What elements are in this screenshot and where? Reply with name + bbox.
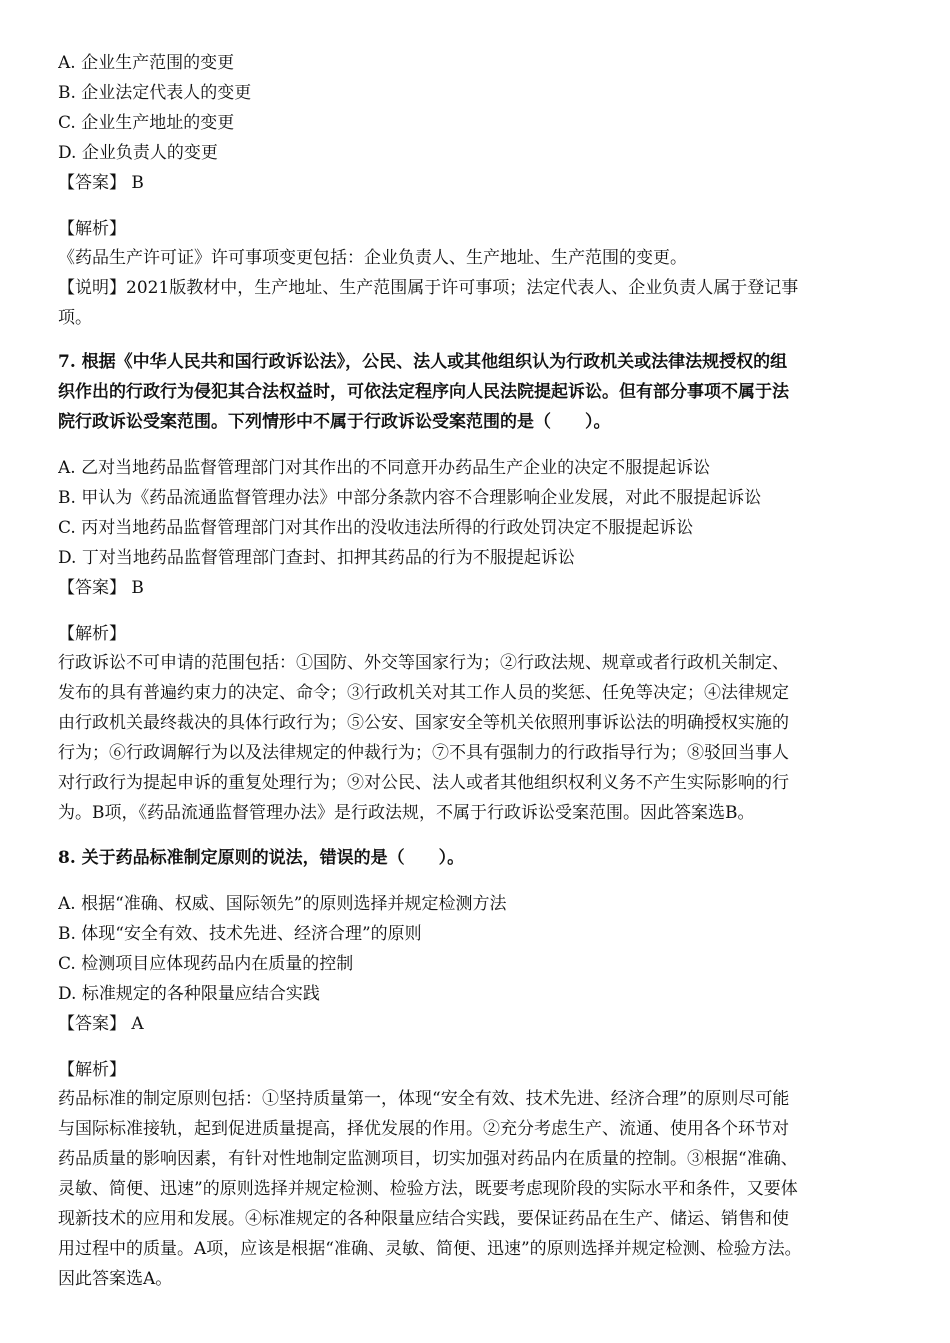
q7-analysis-line: 发布的具有普遍约束力的决定、命令；③行政机关对其工作人员的奖惩、任免等决定；④法律规定 <box>58 683 789 703</box>
q7-option-a: A. 乙对当地药品监督管理部门对其作出的不同意开办药品生产企业的决定不服提起诉讼 <box>58 458 711 478</box>
q7-analysis-line: 行为；⑥行政调解行为以及法律规定的仲裁行为；⑦不具有强制力的行政指导行为；⑧驳回当事人 <box>58 743 789 763</box>
q8-analysis-line: 因此答案选A。 <box>58 1269 173 1289</box>
q8-stem-line: 8. 关于药品标准制定原则的说法，错误的是（ ）。 <box>58 848 465 868</box>
q7-option-d: D. 丁对当地药品监督管理部门查封、扣押其药品的行为不服提起诉讼 <box>58 548 575 568</box>
prev-analysis-line: 【说明】2021版教材中，生产地址、生产范围属于许可事项；法定代表人、企业负责人属于登记事 <box>58 278 799 298</box>
q7-analysis-header: 【解析】 <box>58 624 126 644</box>
q7-stem-line: 织作出的行政行为侵犯其合法权益时，可依法定程序向人民法院提起诉讼。但有部分事项不属于法 <box>58 382 789 402</box>
prev-analysis-line: 项。 <box>58 308 92 328</box>
q8-option-d: D. 标准规定的各种限量应结合实践 <box>58 984 320 1004</box>
q8-analysis-line: 药品标准的制定原则包括：①坚持质量第一，体现“安全有效、技术先进、经济合理”的原则尽可能 <box>58 1089 790 1109</box>
prev-option-c: C. 企业生产地址的变更 <box>58 113 235 133</box>
q8-option-c: C. 检测项目应体现药品内在质量的控制 <box>58 954 354 974</box>
q7-answer: 【答案】 B <box>58 578 144 598</box>
q8-analysis-line: 灵敏、简便、迅速”的原则选择并规定检测、检验方法，既要考虑现阶段的实际水平和条件，又要体 <box>58 1179 798 1199</box>
prev-option-d: D. 企业负责人的变更 <box>58 143 218 163</box>
prev-option-a: A. 企业生产范围的变更 <box>58 53 235 73</box>
q7-analysis-line: 为。B项，《药品流通监督管理办法》是行政法规，不属于行政诉讼受案范围。因此答案选B。 <box>58 803 755 823</box>
q7-analysis-line: 对行政行为提起申诉的重复处理行为；⑨对公民、法人或者其他组织权利义务不产生实际影响的行 <box>58 773 789 793</box>
prev-analysis-header: 【解析】 <box>58 219 126 239</box>
q7-option-b: B. 甲认为《药品流通监督管理办法》中部分条款内容不合理影响企业发展，对此不服提起诉讼 <box>58 488 762 508</box>
prev-analysis-line: 《药品生产许可证》许可事项变更包括：企业负责人、生产地址、生产范围的变更。 <box>58 248 687 268</box>
q8-answer: 【答案】 A <box>58 1014 144 1034</box>
q8-analysis-line: 用过程中的质量。A项，应该是根据“准确、灵敏、简便、迅速”的原则选择并规定检测、检验方法。 <box>58 1239 802 1259</box>
q8-analysis-line: 现新技术的应用和发展。④标准规定的各种限量应结合实践，要保证药品在生产、储运、销售和使 <box>58 1209 789 1229</box>
q8-option-b: B. 体现“安全有效、技术先进、经济合理”的原则 <box>58 924 422 944</box>
q8-option-a: A. 根据“准确、权威、国际领先”的原则选择并规定检测方法 <box>58 894 507 914</box>
q7-stem-line: 院行政诉讼受案范围。下列情形中不属于行政诉讼受案范围的是（ ）。 <box>58 412 611 432</box>
q7-stem-line: 7. 根据《中华人民共和国行政诉讼法》，公民、法人或其他组织认为行政机关或法律法规授权的组 <box>58 352 788 372</box>
q8-analysis-line: 与国际标准接轨，起到促进质量提高，择优发展的作用。②充分考虑生产、流通、使用各个环节对 <box>58 1119 789 1139</box>
prev-answer: 【答案】 B <box>58 173 144 193</box>
q7-analysis-line: 由行政机关最终裁决的具体行政行为；⑤公安、国家安全等机关依照刑事诉讼法的明确授权实施的 <box>58 713 789 733</box>
q7-analysis-line: 行政诉讼不可申请的范围包括：①国防、外交等国家行为；②行政法规、规章或者行政机关制定、 <box>58 653 789 673</box>
q7-option-c: C. 丙对当地药品监督管理部门对其作出的没收违法所得的行政处罚决定不服提起诉讼 <box>58 518 694 538</box>
prev-option-b: B. 企业法定代表人的变更 <box>58 83 252 103</box>
q8-analysis-header: 【解析】 <box>58 1060 126 1080</box>
q8-analysis-line: 药品质量的影响因素，有针对性地制定监测项目，切实加强对药品内在质量的控制。③根据“准确、 <box>58 1149 798 1169</box>
